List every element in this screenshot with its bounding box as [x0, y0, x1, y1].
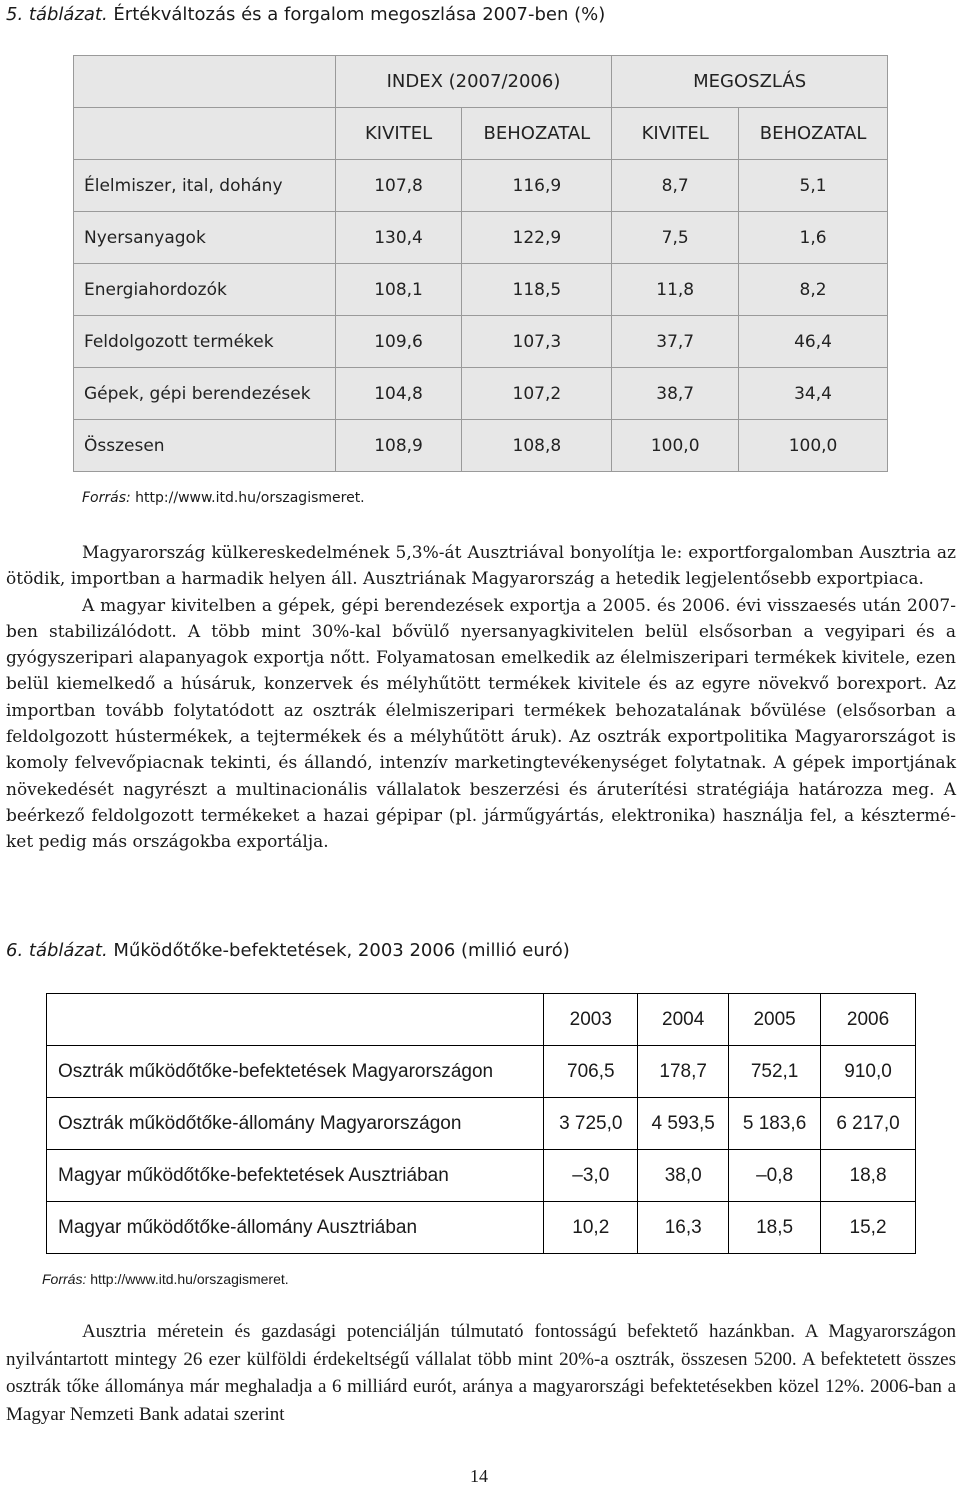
table5-sub-header: KIVITEL	[612, 108, 739, 160]
body-text-block-1	[6, 540, 956, 856]
cell-value: 130,4	[335, 212, 462, 264]
source-link[interactable]: http://www.itd.hu/orszagismeret.	[130, 490, 365, 506]
row-label: Osztrák működőtőke-állomány Magyarországon	[47, 1098, 544, 1150]
year-header: 2003	[544, 994, 638, 1046]
table6-header-row	[47, 994, 916, 1046]
cell-value: 116,9	[462, 160, 612, 212]
table5-caption-title: Értékváltozás és a forgalom megoszlása 2007-ben (%)	[107, 4, 606, 25]
table5-group-header-row	[74, 56, 888, 108]
cell-value: 108,9	[335, 420, 462, 472]
table5-source	[82, 490, 365, 506]
cell-value: 100,0	[739, 420, 888, 472]
cell-value: 706,5	[544, 1046, 638, 1098]
cell-value: 3 725,0	[544, 1098, 638, 1150]
table5-sub-header: KIVITEL	[335, 108, 462, 160]
source-label: Forrás:	[82, 490, 131, 506]
table5-corner-cell	[74, 108, 336, 160]
cell-value: 37,7	[612, 316, 739, 368]
cell-value: –0,8	[729, 1150, 821, 1202]
table5-group-header: INDEX (2007/2006)	[335, 56, 612, 108]
table5	[73, 55, 888, 472]
row-label: Gépek, gépi berendezések	[74, 368, 336, 420]
year-header: 2005	[729, 994, 821, 1046]
table-row	[74, 160, 888, 212]
cell-value: 8,2	[739, 264, 888, 316]
table5-sub-header-row	[74, 108, 888, 160]
table-row	[74, 368, 888, 420]
cell-value: 34,4	[739, 368, 888, 420]
cell-value: 10,2	[544, 1202, 638, 1254]
cell-value: 5 183,6	[729, 1098, 821, 1150]
cell-value: 108,8	[462, 420, 612, 472]
row-label: Magyar működőtőke-állomány Ausztriában	[47, 1202, 544, 1254]
cell-value: 109,6	[335, 316, 462, 368]
row-label: Energiahordozók	[74, 264, 336, 316]
cell-value: 8,7	[612, 160, 739, 212]
cell-value: 7,5	[612, 212, 739, 264]
cell-value: 18,8	[821, 1150, 916, 1202]
table5-corner-cell	[74, 56, 336, 108]
year-header: 2004	[638, 994, 729, 1046]
table5-sub-header: BEHOZATAL	[739, 108, 888, 160]
row-label: Összesen	[74, 420, 336, 472]
cell-value: 16,3	[638, 1202, 729, 1254]
cell-value: 910,0	[821, 1046, 916, 1098]
paragraph: Ausztria méretein és gazdasági potenciálján túlmutató fontosságú befektető hazánkban. A Magyarországon nyilvántartott mintegy 26 ezer külföldi érdekeltségű vállalat több mint 20%-a osztrák, összesen 5200. A befektetett összes osztrák tőke állománya már meghaladja a 6 milliárd eurót, aránya a magyarországi befektetésekben közel 12%. 2006-ban a Magyar Nemzeti Bank adatai szerint	[6, 1321, 956, 1425]
row-label: Feldolgozott termékek	[74, 316, 336, 368]
cell-value: 1,6	[739, 212, 888, 264]
cell-value: 107,8	[335, 160, 462, 212]
cell-value: 107,2	[462, 368, 612, 420]
table6-caption-number: 6. táblázat.	[6, 940, 108, 961]
table-row	[74, 316, 888, 368]
cell-value: –3,0	[544, 1150, 638, 1202]
page-number: 14	[470, 1466, 488, 1486]
table-row	[74, 264, 888, 316]
cell-value: 15,2	[821, 1202, 916, 1254]
table-row	[47, 1202, 916, 1254]
year-header: 2006	[821, 994, 916, 1046]
source-label: Forrás:	[42, 1271, 87, 1287]
table6-corner-cell	[47, 994, 544, 1046]
row-label: Nyersanyagok	[74, 212, 336, 264]
cell-value: 178,7	[638, 1046, 729, 1098]
cell-value: 118,5	[462, 264, 612, 316]
cell-value: 4 593,5	[638, 1098, 729, 1150]
table6-caption	[6, 940, 570, 961]
table5-group-header: MEGOSZLÁS	[612, 56, 888, 108]
paragraph: A magyar kivitelben a gépek, gépi berendezések exportja a 2005. és 2006. évi visszaesés után 2007-ben stabilizálódott. A több mint 30%-kal bővülő nyersanyagkivitelen belül elsősorban a vegyipari és a gyógyszeripari alapanyagok exportja nőtt. Folyamatosan emelkedik az élelmiszeripari termékek kivitele, ezen belül kiemelkedő a húsáruk, konzervek és mélyhűtött termékek kivitele és az egyre növekvő borexport. Az importban tovább folytatódott az osztrák élelmiszeripari termékek behozatalának bővülése (elsősorban a feldolgozott hústermékek, a tejtermékek és a mélyhűtött áruk). Az osztrák exportpolitika Magyarországot is komoly felvevőpiacnak tekinti, és állandó, intenzív marketingtevékenységet folytatnak. A gépek importjának növekedését nagyrészt a multinacionális vállalatok beszerzési és áruterítési stratégiája határozza meg. A beérkező feldolgozott termékeket a hazai gépipar (pl. járműgyártás, elektronika) használja fel, a készterméket pedig más országokba exportálja.	[6, 595, 956, 853]
cell-value: 752,1	[729, 1046, 821, 1098]
table5-caption-number: 5. táblázat.	[6, 4, 108, 25]
source-link[interactable]: http://www.itd.hu/orszagismeret.	[86, 1271, 289, 1287]
table6	[46, 993, 916, 1254]
body-text-block-2	[6, 1318, 956, 1428]
cell-value: 18,5	[729, 1202, 821, 1254]
cell-value: 107,3	[462, 316, 612, 368]
table-row	[74, 420, 888, 472]
cell-value: 5,1	[739, 160, 888, 212]
cell-value: 38,0	[638, 1150, 729, 1202]
row-label: Osztrák működőtőke-befektetések Magyarországon	[47, 1046, 544, 1098]
table-row	[47, 1150, 916, 1202]
cell-value: 11,8	[612, 264, 739, 316]
row-label: Magyar működőtőke-befektetések Ausztriában	[47, 1150, 544, 1202]
table5-caption	[6, 4, 605, 25]
cell-value: 46,4	[739, 316, 888, 368]
paragraph: Magyarország külkereskedelmének 5,3%-át Ausztriával bonyolítja le: exportforgalomban Ausztria az ötödik, importban a harmadik helyen áll. Ausztriának Magyarország a hetedik legjelentősebb exportpiaca.	[6, 543, 956, 590]
cell-value: 104,8	[335, 368, 462, 420]
cell-value: 108,1	[335, 264, 462, 316]
table5-sub-header: BEHOZATAL	[462, 108, 612, 160]
cell-value: 100,0	[612, 420, 739, 472]
row-label: Élelmiszer, ital, dohány	[74, 160, 336, 212]
table-row	[47, 1046, 916, 1098]
cell-value: 122,9	[462, 212, 612, 264]
cell-value: 6 217,0	[821, 1098, 916, 1150]
table6-caption-title: Működőtőke-befektetések, 2003 2006 (millió euró)	[107, 940, 570, 961]
table-row	[74, 212, 888, 264]
table6-source	[42, 1271, 289, 1287]
cell-value: 38,7	[612, 368, 739, 420]
table-row	[47, 1098, 916, 1150]
